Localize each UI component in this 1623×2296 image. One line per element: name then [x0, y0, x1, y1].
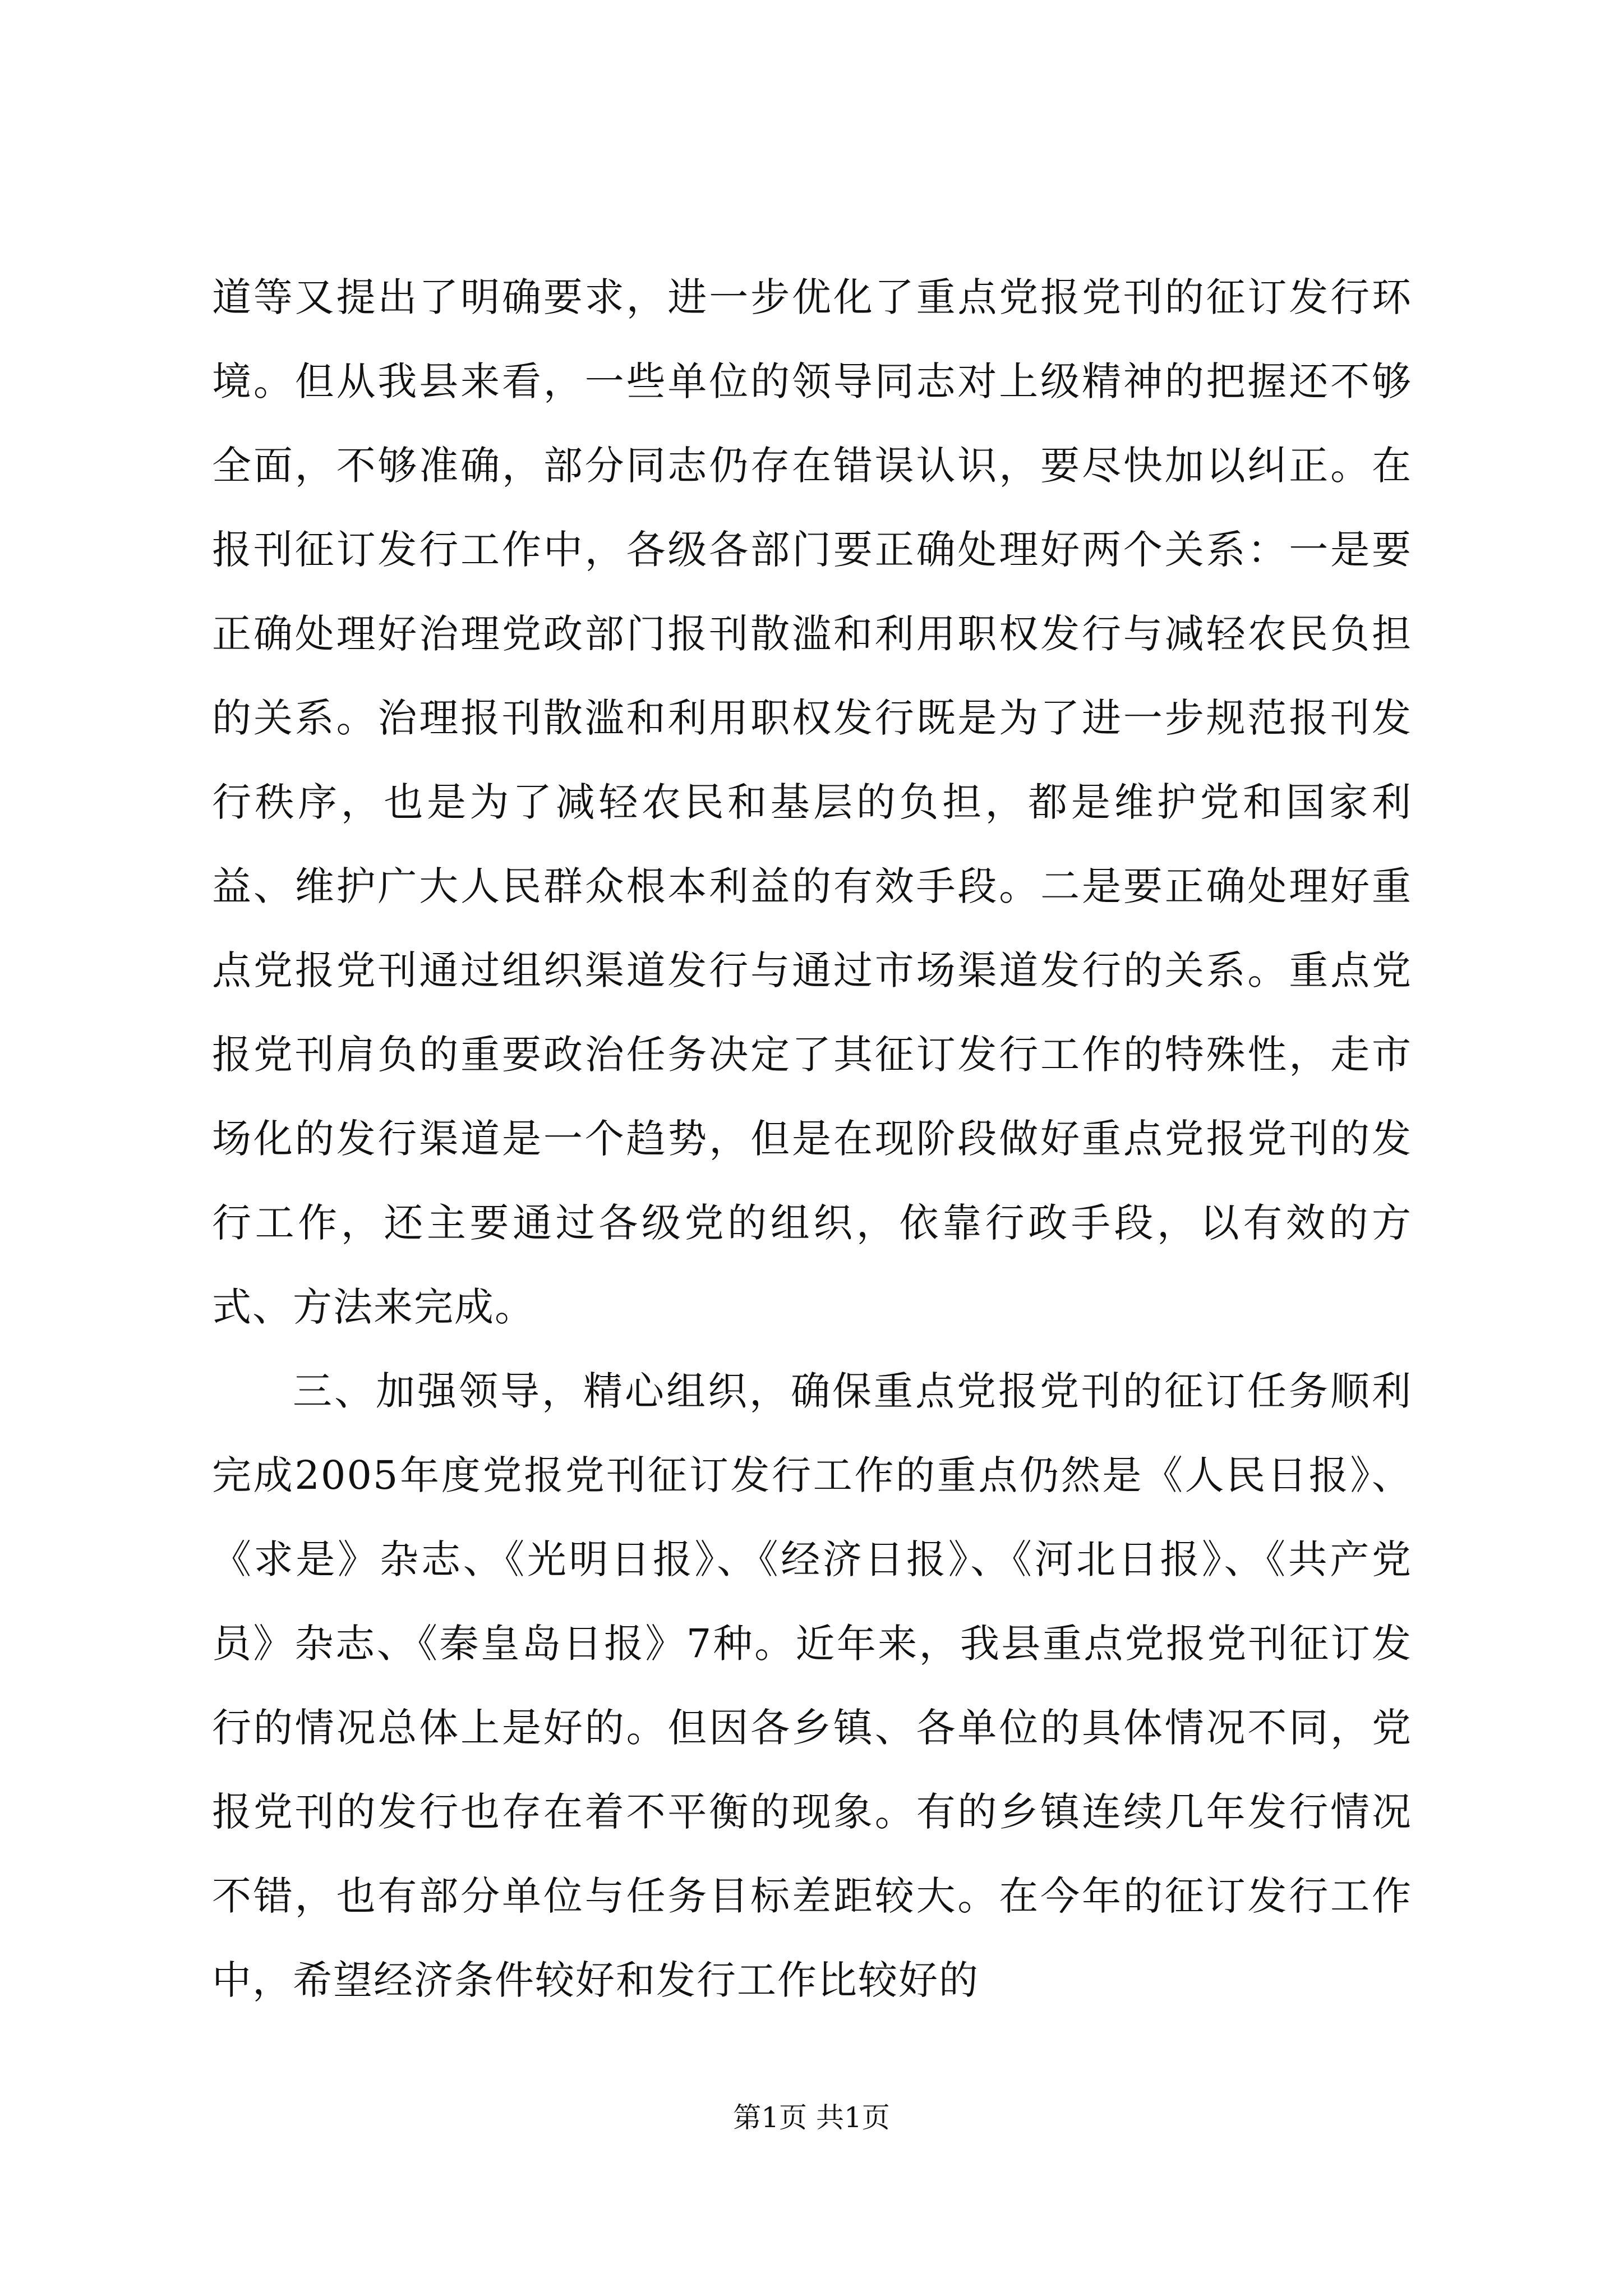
paragraph-section-three: 三、加强领导，精心组织，确保重点党报党刊的征订任务顺利完成2005年度党报党刊征订发行工作的重点仍然是《人民日报》、《求是》杂志、《光明日报》、《经济日报》、《河北日报》、《共产党员》杂志、《秦皇岛日报》7种。近年来，我县重点党报党刊征订发行的情况总体上是好的。但因各乡镇、各单位的具体情况不同，党报党刊的发行也存在着不平衡的现象。有的乡镇连续几年发行情况不错，也有部分单位与任务目标差距较大。在今年的征订发行工作中，希望经济条件较好和发行工作比较好的 [212, 1368, 1412, 2003]
page-footer: 第1页 共1页 [733, 2101, 890, 2134]
paragraph-continued: 道等又提出了明确要求，进一步优化了重点党报党刊的征订发行环境。但从我县来看，一些单位的领导同志对上级精神的把握还不够全面，不够准确，部分同志仍存在错误认识，要尽快加以纠正。在报刊征订发行工作中，各级各部门要正确处理好两个关系：一是要正确处理好治理党政部门报刊散滥和利用职权发行与减轻农民负担的关系。治理报刊散滥和利用职权发行既是为了进一步规范报刊发行秩序，也是为了减轻农民和基层的负担，都是维护党和国家利益、维护广大人民群众根本利益的有效手段。二是要正确处理好重点党报党刊通过组织渠道发行与通过市场渠道发行的关系。重点党报党刊肩负的重要政治任务决定了其征订发行工作的特殊性，走市场化的发行渠道是一个趋势，但是在现阶段做好重点党报党刊的发行工作，还主要通过各级党的组织，依靠行政手段，以有效的方式、方法来完成。 [212, 274, 1412, 1330]
document-body [212, 255, 1412, 2022]
